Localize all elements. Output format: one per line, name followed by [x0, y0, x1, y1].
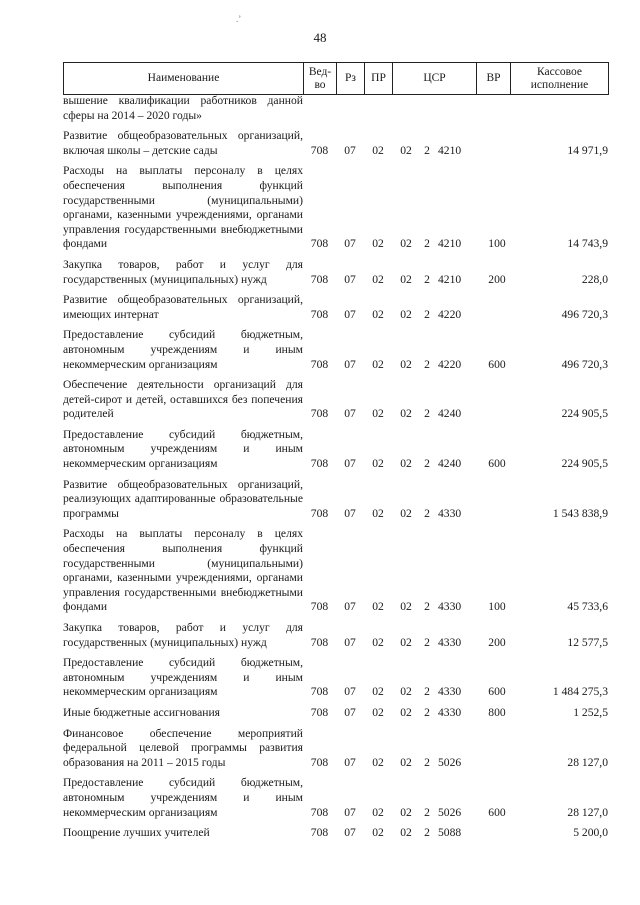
header-ved-line2: во — [314, 78, 326, 91]
row-csr2: 2 — [424, 407, 430, 421]
row-pr: 02 — [372, 506, 384, 520]
row-sum: 228,0 — [581, 272, 608, 286]
row-ved: 708 — [310, 237, 329, 251]
row-name: Предоставление субсидий бюджетным, автономным учреждениям и иным некоммерческим организациям — [63, 656, 303, 699]
row-ved: 708 — [310, 143, 329, 157]
table-row — [63, 727, 608, 771]
row-csr3: 4330 — [438, 685, 462, 699]
row-pr: 02 — [372, 685, 384, 699]
row-csr3: 4240 — [438, 457, 462, 471]
row-name: Развитие общеобразовательных организаций, имеющих интернат — [63, 293, 303, 321]
table-row — [63, 656, 608, 700]
row-ved: 708 — [310, 805, 329, 819]
row-rz: 07 — [344, 705, 356, 719]
row-sum: 45 733,6 — [567, 600, 608, 614]
row-name: Поощрение лучших учителей — [63, 826, 210, 840]
row-name: Предоставление субсидий бюджетным, автономным учреждениям и иным некоммерческим организациям — [63, 328, 303, 371]
row-pr: 02 — [372, 755, 384, 769]
table-row — [63, 293, 608, 322]
row-csr1: 02 — [400, 600, 412, 614]
row-sum: 224 905,5 — [561, 407, 608, 421]
continuation-text: вышение квалификации работников данной сферы на 2014 – 2020 годы» — [63, 94, 303, 122]
row-rz: 07 — [344, 357, 356, 371]
row-csr3: 4240 — [438, 407, 462, 421]
row-csr2: 2 — [424, 357, 430, 371]
row-vr: 200 — [488, 635, 506, 649]
row-pr: 02 — [372, 307, 384, 321]
row-csr2: 2 — [424, 635, 430, 649]
row-csr1: 02 — [400, 635, 412, 649]
row-vr: 600 — [488, 805, 506, 819]
row-csr3: 4210 — [438, 143, 462, 157]
row-name: Развитие общеобразовательных организаций, включая школы – детские сады — [63, 129, 303, 157]
row-vr: 800 — [488, 705, 506, 719]
row-rz: 07 — [344, 755, 356, 769]
row-ved: 708 — [310, 755, 329, 769]
row-rz: 07 — [344, 407, 356, 421]
row-csr1: 02 — [400, 457, 412, 471]
header-vr: ВР — [477, 63, 511, 95]
row-sum: 1 543 838,9 — [552, 506, 608, 520]
row-pr: 02 — [372, 705, 384, 719]
row-vr: 100 — [488, 600, 506, 614]
row-rz: 07 — [344, 635, 356, 649]
row-vr: 600 — [488, 685, 506, 699]
scan-speck: .ʼ — [236, 14, 242, 24]
row-csr1: 02 — [400, 805, 412, 819]
row-name: Развитие общеобразовательных организаций, реализующих адаптированные образовательные программы — [63, 477, 303, 520]
row-csr1: 02 — [400, 705, 412, 719]
table-row — [63, 428, 608, 472]
row-csr2: 2 — [424, 506, 430, 520]
row-csr2: 2 — [424, 307, 430, 321]
row-csr3: 4330 — [438, 705, 462, 719]
table-row — [63, 527, 608, 615]
table-row — [63, 706, 608, 721]
header-sum-line2: исполнение — [530, 78, 589, 91]
header-ved — [304, 63, 337, 95]
table-row — [63, 129, 608, 158]
table-row — [63, 478, 608, 522]
row-rz: 07 — [344, 272, 356, 286]
header-pr: ПР — [365, 63, 393, 95]
row-name: Финансовое обеспечение мероприятий федеральной целевой программы развития образования на 2011 – 2015 годы — [63, 726, 303, 769]
row-csr1: 02 — [400, 307, 412, 321]
row-csr2: 2 — [424, 685, 430, 699]
row-sum: 12 577,5 — [567, 635, 608, 649]
row-rz: 07 — [344, 826, 356, 840]
row-csr2: 2 — [424, 705, 430, 719]
row-rz: 07 — [344, 805, 356, 819]
table-row — [63, 776, 608, 820]
row-csr2: 2 — [424, 600, 430, 614]
row-csr2: 2 — [424, 826, 430, 840]
row-csr3: 4330 — [438, 506, 462, 520]
row-ved: 708 — [310, 506, 329, 520]
row-ved: 708 — [310, 357, 329, 371]
row-csr3: 4330 — [438, 600, 462, 614]
row-vr: 600 — [488, 357, 506, 371]
row-sum: 1 252,5 — [573, 705, 608, 719]
row-csr1: 02 — [400, 357, 412, 371]
row-csr1: 02 — [400, 272, 412, 286]
row-name: Расходы на выплаты персоналу в целях обеспечения выполнения функций государственными (муниципальными) органами, казенными учреждениями, органами управления государственными внебюджетными фондами — [63, 527, 303, 614]
row-sum: 5 200,0 — [573, 826, 608, 840]
row-pr: 02 — [372, 826, 384, 840]
table-row — [63, 621, 608, 650]
row-rz: 07 — [344, 600, 356, 614]
row-rz: 07 — [344, 307, 356, 321]
table-row — [63, 258, 608, 287]
row-csr3: 4220 — [438, 357, 462, 371]
row-pr: 02 — [372, 407, 384, 421]
row-sum: 14 743,9 — [567, 237, 608, 251]
row-name: Предоставление субсидий бюджетным, автономным учреждениям и иным некоммерческим организациям — [63, 427, 303, 471]
row-sum: 496 720,3 — [561, 307, 608, 321]
row-csr2: 2 — [424, 237, 430, 251]
row-csr3: 4210 — [438, 237, 462, 251]
row-ved: 708 — [310, 407, 329, 421]
row-csr1: 02 — [400, 826, 412, 840]
row-sum: 28 127,0 — [567, 755, 608, 769]
row-csr2: 2 — [424, 457, 430, 471]
row-csr1: 02 — [400, 407, 412, 421]
row-ved: 708 — [310, 635, 329, 649]
row-rz: 07 — [344, 237, 356, 251]
row-name: Обеспечение деятельности организаций для детей-сирот и детей, оставшихся без попечения родителей — [63, 378, 303, 421]
table-row — [63, 164, 608, 252]
row-ved: 708 — [310, 685, 329, 699]
row-name: Расходы на выплаты персоналу в целях обеспечения выполнения функций государственными (муниципальными) органами, казенными учреждениями, органами управления государственными внебюджетными фондами — [63, 164, 303, 251]
row-ved: 708 — [310, 600, 329, 614]
row-csr3: 5026 — [438, 805, 462, 819]
table-row — [63, 826, 608, 841]
row-ved: 708 — [310, 457, 329, 471]
row-csr3: 4330 — [438, 635, 462, 649]
row-csr3: 5088 — [438, 826, 462, 840]
row-csr3: 5026 — [438, 755, 462, 769]
row-vr: 100 — [488, 237, 506, 251]
row-csr2: 2 — [424, 272, 430, 286]
row-csr1: 02 — [400, 237, 412, 251]
continuation-row — [63, 94, 608, 123]
row-ved: 708 — [310, 307, 329, 321]
header-csr: ЦСР — [393, 63, 477, 95]
row-csr1: 02 — [400, 685, 412, 699]
page-number: 48 — [313, 30, 327, 45]
row-sum: 496 720,3 — [561, 357, 608, 371]
row-ved: 708 — [310, 826, 329, 840]
row-rz: 07 — [344, 685, 356, 699]
header-sum — [511, 63, 609, 95]
row-vr: 200 — [488, 272, 506, 286]
row-rz: 07 — [344, 457, 356, 471]
row-csr2: 2 — [424, 805, 430, 819]
table-body — [63, 94, 608, 847]
row-sum: 28 127,0 — [567, 805, 608, 819]
header-rz: Рз — [337, 63, 365, 95]
row-rz: 07 — [344, 143, 356, 157]
header-ved-line1: Вед- — [308, 65, 332, 78]
header-sum-line1: Кассовое — [537, 65, 582, 78]
row-sum: 14 971,9 — [567, 143, 608, 157]
header-name: Наименование — [64, 63, 304, 95]
row-vr: 600 — [488, 457, 506, 471]
row-csr2: 2 — [424, 143, 430, 157]
row-ved: 708 — [310, 705, 329, 719]
row-name: Предоставление субсидий бюджетным, автономным учреждениям и иным некоммерческим организациям — [63, 776, 303, 819]
row-sum: 224 905,5 — [561, 457, 608, 471]
row-pr: 02 — [372, 600, 384, 614]
row-csr1: 02 — [400, 755, 412, 769]
row-pr: 02 — [372, 457, 384, 471]
row-sum: 1 484 275,3 — [552, 685, 608, 699]
row-pr: 02 — [372, 237, 384, 251]
row-pr: 02 — [372, 357, 384, 371]
row-pr: 02 — [372, 805, 384, 819]
row-name: Закупка товаров, работ и услуг для государственных (муниципальных) нужд — [63, 257, 303, 286]
row-csr2: 2 — [424, 755, 430, 769]
row-rz: 07 — [344, 506, 356, 520]
table-header — [63, 62, 609, 95]
row-name: Иные бюджетные ассигнования — [63, 705, 220, 719]
row-csr3: 4210 — [438, 272, 462, 286]
row-pr: 02 — [372, 635, 384, 649]
row-csr1: 02 — [400, 506, 412, 520]
row-csr1: 02 — [400, 143, 412, 157]
row-ved: 708 — [310, 272, 329, 286]
table-row — [63, 328, 608, 372]
row-pr: 02 — [372, 143, 384, 157]
row-name: Закупка товаров, работ и услуг для государственных (муниципальных) нужд — [63, 621, 303, 649]
table-row — [63, 378, 608, 422]
row-pr: 02 — [372, 272, 384, 286]
row-csr3: 4220 — [438, 307, 462, 321]
